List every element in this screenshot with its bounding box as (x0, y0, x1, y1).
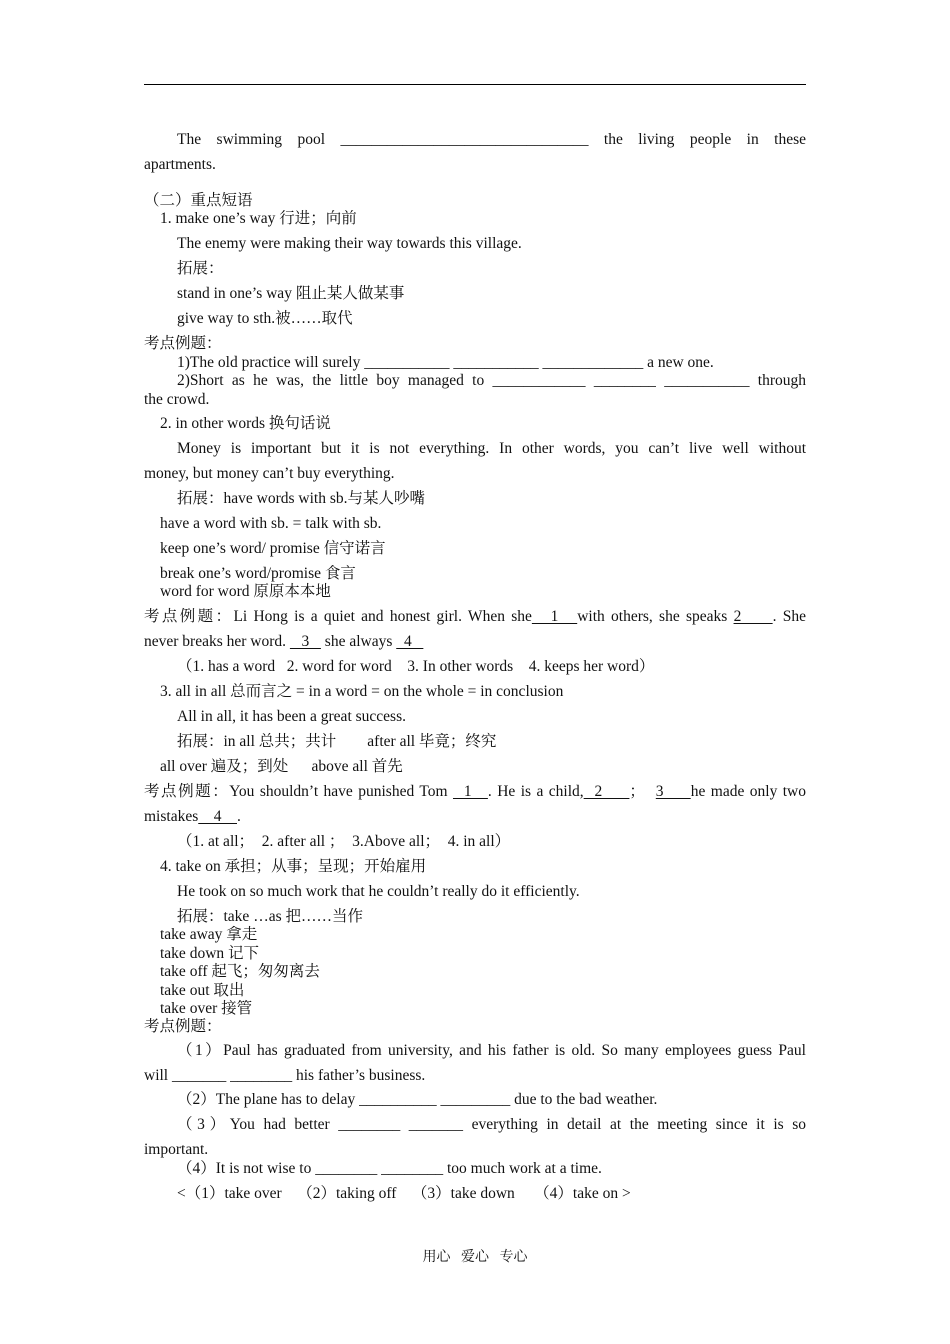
example-sentence: Money is important but it is not everything. In other words, you can’t live well without (177, 440, 806, 457)
extension-item: have a word with sb. = talk with sb. (160, 515, 382, 532)
extension-item: take away 拿走 (160, 926, 258, 943)
phrase-heading: 3. all in all 总而言之 = in a word = on the whole = in conclusion (160, 683, 564, 700)
exercise-question: （4）It is not wise to ________ ________ too much work at a time. (177, 1160, 602, 1177)
extension-label: 拓展：take …as 把……当作 (177, 908, 363, 925)
answer-blank: 2 (733, 608, 773, 625)
exercise-question: （1）Paul has graduated from university, and his father is old. So many employees guess Paul (177, 1042, 806, 1059)
answer-key: （1. has a word 2. word for word 3. In other words 4. keeps her word） (177, 658, 655, 675)
exercise-question: mistakes 4 . (144, 808, 241, 825)
exercise-question: will _______ ________ his father’s business. (144, 1067, 426, 1084)
exercise-label: 考点例题： (144, 335, 222, 352)
extension-item: take off 起飞；匆匆离去 (160, 963, 320, 980)
answer-blank: 1 (452, 783, 488, 800)
example-sentence: The enemy were making their way towards this village. (177, 235, 522, 252)
exercise-question: never breaks her word. 3 she always 4 (144, 633, 424, 650)
example-sentence: All in all, it has been a great success. (177, 708, 406, 725)
extension-item: break one’s word/promise 食言 (160, 565, 356, 582)
extension-item: all over 遍及；到处 above all 首先 (160, 758, 403, 775)
exercise-question: important. (144, 1141, 209, 1158)
phrase-heading: 1. make one’s way 行进；向前 (160, 210, 357, 227)
exercise-question: 考点例题：Li Hong is a quiet and honest girl. When she 1 with others, she speaks 2 . She (144, 608, 807, 625)
exercise-label: 考点例题： (144, 1018, 222, 1035)
extension-item: take down 记下 (160, 945, 260, 962)
answer-blank: 3 (289, 633, 321, 650)
extension-item: stand in one’s way 阻止某人做某事 (177, 285, 405, 302)
exercise-question: 2)Short as he was, the little boy managed to ____________ ________ ___________ through (177, 372, 806, 389)
header-rule (144, 84, 806, 85)
text-line: apartments. (144, 156, 216, 173)
phrase-heading: 2. in other words 换句话说 (160, 415, 331, 432)
answer-key: <（1）take over （2）taking off （3）take down （4）take on > (177, 1185, 631, 1202)
exercise-question: 1)The old practice will surely ___________ ___________ _____________ a new one. (177, 354, 714, 371)
answer-blank: 3 (655, 783, 691, 800)
answer-blank: 4 (198, 808, 237, 825)
answer-blank: 1 (531, 608, 578, 625)
extension-item: word for word 原原本本地 (160, 583, 331, 600)
extension-label: 拓展：have words with sb.与某人吵嘴 (177, 490, 425, 507)
extension-item: take over 接管 (160, 1000, 253, 1017)
exercise-question: the crowd. (144, 391, 210, 408)
answer-blank: 4 (396, 633, 424, 650)
section-title: （二）重点短语 (144, 192, 253, 209)
page-footer: 用心 爱心 专心 (422, 1250, 528, 1265)
phrase-heading: 4. take on 承担；从事；呈现；开始雇用 (160, 858, 427, 875)
answer-blank: 2 (583, 783, 630, 800)
answer-key: （1. at all； 2. after all ； 3.Above all； 4. in all） (177, 833, 511, 850)
example-sentence: money, but money can’t buy everything. (144, 465, 395, 482)
extension-item: keep one’s word/ promise 信守诺言 (160, 540, 386, 557)
exercise-question: （2）The plane has to delay __________ _________ due to the bad weather. (177, 1091, 658, 1108)
extension-label: 拓展：in all 总共；共计 after all 毕竟；终究 (177, 733, 497, 750)
exercise-question: （3）You had better ________ _______ everything in detail at the meeting since it is so (177, 1116, 806, 1133)
extension-label: 拓展： (177, 260, 224, 277)
text-line: The swimming pool ________________________________ the living people in these (177, 131, 806, 148)
exercise-question: 考点例题：You shouldn’t have punished Tom 1 . He is a child, 2 ； 3 he made only two (144, 783, 806, 800)
example-sentence: He took on so much work that he couldn’t really do it efficiently. (177, 883, 580, 900)
extension-item: take out 取出 (160, 982, 245, 999)
extension-item: give way to sth.被……取代 (177, 310, 353, 327)
